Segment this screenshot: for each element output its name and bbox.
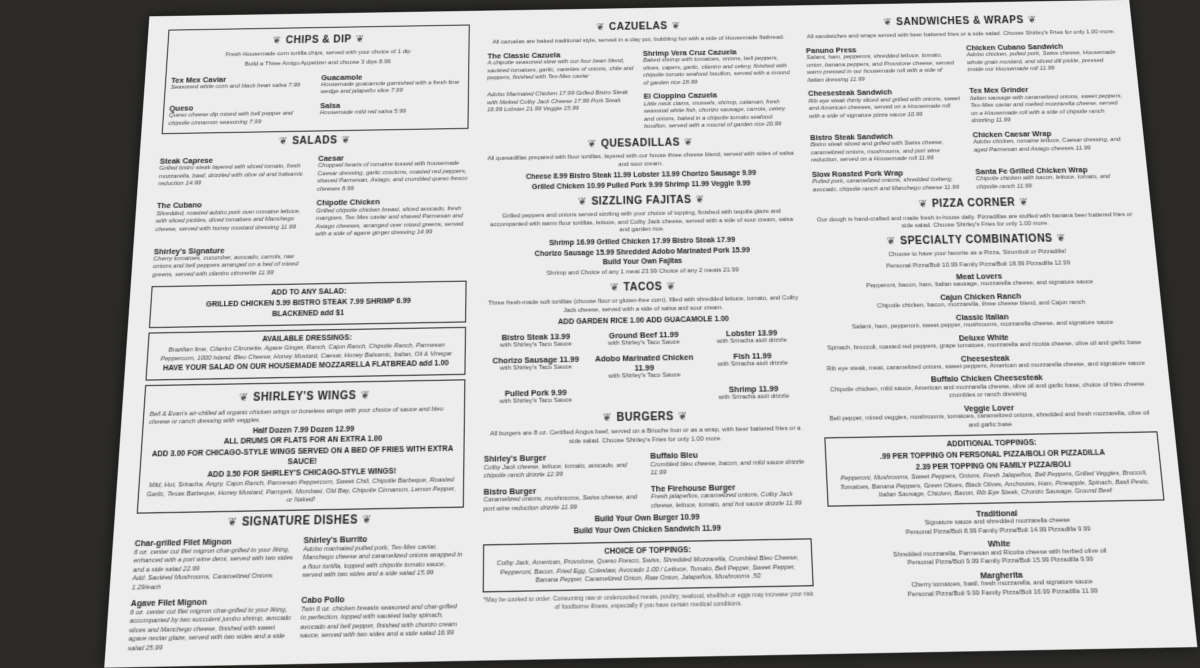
dressings-box: AVAILABLE DRESSINGS: Brazilian lime, Cilantro Citronette, Agave Ginger, Ranch, Cajun Ranch, Chipotle Ranch, Parmesan Peppercorn, 1000 Island, Bleu Cheese, Honey Mustard, Caesar, Honey Balsamic, Italian, Oil & Vinegar HAVE YOUR SALAD ON OUR HOUSEMADE MOZZARELLA FLATBREAD add 1.00	[145, 326, 466, 380]
menu-item: Chorizo Sausage 11.99 with Shirley's Taco Sauce	[492, 353, 580, 373]
menu-item: Tex Mex Grinder Italian sausage with caramelized onions, sweet peppers, Tex-Mex caviar and melted mozzarella cheese, served on a Housemade roll with a side of chipotle ranch drizzling 11.99	[968, 85, 1123, 125]
menu-item: Shirley's Signature Cherry tomatoes, cucumber, avocado, carrots, raw onions and bell peppers arranged on a bed of mixed greens, served with cilantro citronette 11.99	[152, 245, 299, 279]
combos-title: ❦ SPECIALTY COMBINATIONS ❦	[886, 232, 1067, 248]
menu-item: Ground Beef 11.99 with Shirley's Taco Sauce	[607, 329, 680, 348]
menu-item: Salsa Housemade mild red salsa 5.99	[319, 100, 407, 117]
menu-item: Veggie Lover Bell pepper, mixed veggies, mushrooms, tomatoes, caramelized onions, shredded and fresh mozzarella, olive oil and garlic base	[829, 402, 1150, 429]
menu-item: Char-grilled Filet Mignon 6 oz. center cut filet mignon char-grilled to your liking, enhanced with a port wine demi, served with two sides and a side salad 22.99 Add: Sautéed Mushrooms, Caramelized Onions 1.29/each	[131, 536, 293, 592]
wings-title: ❦ SHIRLEY'S WINGS ❦	[238, 389, 371, 405]
chips-dip-intro: Fresh Housemade corn tortilla chips, served with your choice of 1 dip	[225, 48, 411, 58]
menu-item: Buffalo Bleu Crumbled bleu cheese, bacon, and mild sauce drizzle 11.99	[650, 450, 805, 477]
cazuelas-title: ❦ CAZUELAS ❦	[596, 20, 681, 34]
menu-item: Chicken Caesar Wrap Adobo chicken, romaine lettuce, Caesar dressing, and aged Parmesan and Asiago cheeses 11.99	[972, 128, 1121, 154]
menu-item: Bistro Burger Caramelized onions, mushrooms, Swiss cheese, and port wine reduction drizzle 11.99	[483, 485, 637, 513]
menu-item: Santa Fe Grilled Chicken Wrap Chipotle chicken with bacon, lettuce, tomato, and chipotle ranch 11.99	[975, 164, 1111, 191]
add-to-salad-box: ADD TO ANY SALAD: GRILLED CHICKEN 5.99 BISTRO STEAK 7.99 SHRIMP 6.99 BLACKENED add $1	[149, 281, 467, 328]
menu-item: The Cubano Shredded, roasted adobo pork over romaine lettuce, with sliced pickles, diced tomatoes and Manchego cheese, served with honey mustard dressing 11.99	[155, 200, 301, 233]
chips-dip-title: ❦ CHIPS & DIP ❦	[272, 34, 365, 47]
wings-box: ❦ SHIRLEY'S WINGS ❦ Bell & Evan's air-chilled all organic chicken wings or boneless wings with your choice of sauce and bleu cheese or ranch dressing with veggies. Half Dozen 7.99 Dozen 12.99 ALL DRUMS OR FLATS FOR AN EXTRA 1.00 ADD 3.00 FOR CHICAGO-STYLE WINGS SERVED ON A BED OF FRIES WITH EXTRA SAUCE! ADD 3.50 FOR SHIRLEY'S CHICAGO-STYLE WINGS! Mild, Hot, Sriracha, Angry, Cajun Ranch, Parmesan Peppercorn, Sweet Chili, Chipotle Barbeque, Roasted Garlic, Texas Barbeque, Honey Mustard, Parmjerk, Mombasi, Old Bay, Chipotle Cinnamon, Lemon Pepper, or Naked!	[137, 379, 466, 513]
menu-item: Steak Caprese Grilled bistro steak layered with sliced tomato, fresh mozzarella, basil, drizzled with olive oil and balsamic reduction 14.99	[158, 155, 304, 188]
menu-item: Agave Filet Mignon 6 oz. center cut filet mignon char-grilled to your liking, accompanied by two succulent jumbo shrimp, avocado slices and Manchego cheese, finished with sweet agave nectar glaze, served with two sides and a side salad 25.99	[127, 596, 292, 653]
menu-item: Classic Italian Salami, ham, pepperoni, sweet pepper, mushrooms, mozzarella cheese, and signature sauce	[851, 311, 1114, 331]
menu-item: Pulled Pork 9.99 with Shirley's Taco Sauce	[499, 387, 573, 406]
menu-item: Cajun Chicken Ranch Chipotle chicken, bacon, mozzarella, three cheese blend, and Cajun ranch	[877, 290, 1086, 311]
menu-item: Margherita Cherry tomatoes, basil, fresh mozzarella, and signature sauce Personal Pizza/Boli 9.99 Family Pizza/Boli 16.99 Pizzadilla 11.99	[907, 568, 1099, 599]
menu-item: Slow Roasted Pork Wrap Pulled pork, caramelized onions, shredded iceberg, avocado, chipotle ranch and Manchego cheese 11.99	[811, 167, 960, 194]
chips-dip-box	[162, 25, 470, 135]
quesadillas-title: ❦ QUESADILLAS ❦	[587, 136, 694, 150]
menu-item: Shirley's Burrito Adobo marinated pulled pork, Tex-Mex caviar, Manchego cheese and caramelized onions wrapped in a flour tortilla, topped with chipotle tomato sauce, served with two sides and a side salad 15.99	[302, 534, 463, 580]
menu-item: Lobster 13.99 with Sriracha aioli drizzle	[716, 327, 788, 346]
middle-column: ❦ CAZUELAS ❦ All cazuelas are baked traditional style, served in a clay pot, bubbling hot with a side of Housemade flatbread. The Classic Cazuela A chipotle seasoned stew with our four bean blend, sautéed tomatoes, garlic, varieties of onions, chile and peppers, finished with Tex-Mex caviar Shrimp Vera Cruz Cazuela Baked shrimp with tomatoes, onions, bell peppers, olives, capers, garlic, cilantro and celery, finished with chipotle tomato seafood bouillon, served with a mound of garden rice 18.99 Adobo Marinated Chicken 17.99 Grilled Bistro Steak with Melted Colby Jack Cheese 17.99 Pork Steak 16.99 Lobster 21.99 Veggie 15.99 El Cioppino Cazuela Little neck clams, mussels, shrimp, calamari, fresh seasonal white fish, chorizo sausage, carrots, celery and onions, baked in a chipotle tomato seafood bouillon, served with a mound of garden rice 20.99 ❦ QUESADILLAS ❦ All quesadillas prepared with flour tortillas, layered with our house three cheese blend, served with sides of salsa and sour cream. Cheese 8.99 Bistro Steak 11.99 Lobster 13.99 Chorizo Sausage 9.99 Grilled Chicken 10.99 Pulled Pork 9.99 Shrimp 11.99 Veggie 9.99 ❦ SIZZLING FAJITAS ❦ Grilled peppers and onions served sizzling with your choice of topping, finished with tequila glaze and accompanied with warm flour tortillas, lettuce, and Colby Jack cheese, served with a side of sour cream, salsa and garden rice. Shrimp 16.99 Grilled Chicken 17.99 Bistro Steak 17.99 Chorizo Sausage 15.99 Shredded Adobo Marinated Pork 15.99 Build Your Own Fajitas Shrimp and Choice of any 1 meat 23.99 Choice of any 2 meats 21.99 ❦ TACOS ❦ Three fresh-made soft tortillas (choose flour or gluten-free corn), filled with shredded lettuce, tomato, and Colby Jack cheese, served with a side of salsa and sour cream. ADD GARDEN RICE 1.00 ADD GUACAMOLE 1.00 Bistro Steak 13.99 with Shirley's Taco Sauce Ground Beef 11.99 with Shirley's Taco Sauce Lobster 13.99 with Sriracha aioli drizzle Chorizo Sausage 11.99 with Shirley's Taco Sauce Adobo Marinated Chicken 11.99 with Shirley's Taco Sauce Fish 11.99 with Sriracha aioli drizzle Pulled Pork 9.99 with Shirley's Taco Sauce Shrimp 11.99 with Sriracha aioli drizzle ❦ BURGERS ❦ All burgers are 8 oz. Certified Angus beef, served on a Brioche bun or as a wrap, with beer battered fries or a side salad. Choose Shirley's Fries for only 1.00 more. Shirley's Burger Colby Jack cheese, lettuce, tomato, avocado, and chipotle ranch drizzle 12.99 Buffalo Bleu Crumbled bleu cheese, bacon, and mild sauce drizzle 11.99 Bistro Burger Caramelized onions, mushrooms, Swiss cheese, and port wine reduction drizzle 11.99 The Firehouse Burger Fresh jalapeños, caramelized onions, Colby Jack cheese, lettuce, tomato, and hot sauce drizzle 11.99 Build Your Own Burger 10.99 Build Your Own Chicken Sandwich 11.99 CHOICE OF TOPPINGS: Colby Jack, American, Provolone, Queso Fresco, Swiss, Shredded Mozzarella, Crumbled Bleu Cheese, Pepperoni, Bacon, Fried Egg, Coleslaw, Avocado 1.00 / Lettuce, Tomato, Bell Pepper, Sweet Pepper, Banana Pepper, Caramelized Onion, Raw Onion, Jalapeños, Mushrooms .50 *May be cooked to order. Consuming raw or undercooked meats, poultry, seafood, shellfish or eggs may increase your risk of foodborne illness, especially if you have certain medical conditions.	[483, 20, 814, 611]
left-column	[127, 21, 470, 657]
chips-dip-combo: Build a Three Amigo Appetizer and choose 3 dips 8.99	[244, 59, 391, 68]
sandwiches-title: ❦ SANDWICHES & WRAPS ❦	[883, 14, 1038, 29]
burgers-title: ❦ BURGERS ❦	[602, 410, 688, 425]
signature-title: ❦ SIGNATURE DISHES ❦	[227, 513, 373, 530]
salads-title: ❦ SALADS ❦	[278, 135, 351, 148]
menu-item: Traditional Signature sauce and shredded mozzarella cheese Personal Pizza/Boli 8.99 Family Pizza/Boli 14.99 Pizzadilla 9.99	[905, 507, 1091, 537]
menu-item: Bistro Steak Sandwich Bistro steak sliced and grilled with Swiss cheese, caramelized onions, mushrooms, and port wine reduction, served on a Housemade roll 11.99	[809, 131, 944, 164]
menu-item: The Firehouse Burger Fresh jalapeños, caramelized onions, Colby Jack cheese, lettuce, tomato, and hot sauce drizzle 11.99	[650, 481, 802, 510]
menu-item: Cabo Pollo Twin 6 oz. chicken breasts seasoned and char-grilled to perfection, topped with sautéed baby spinach, avocado and bell pepper, finished with chorizo cream sauce, served with two sides and a side salad 16.99	[299, 594, 457, 641]
menu-item: Buffalo Chicken Cheesesteak Chipotle chicken, mild sauce, American and mozzarella cheese, olive oil and garlic base, choice of bleu cheese crumbles or ranch dressing	[829, 372, 1145, 400]
cazuela-options: Adobo Marinated Chicken 17.99 Grilled Bistro Steak with Melted Colby Jack Cheese 17.99 Pork Steak 16.99 Lobster 21.99 Veggie 15.99	[487, 90, 629, 114]
menu-item: Meat Lovers Pepperoni, bacon, ham, Italian sausage, mozzarella cheese, and signature sauce	[866, 271, 1094, 290]
menu-item: Chipotle Chicken Grilled chipotle chicken breast, sliced avocado, fresh mangoes, Tex Mex caviar and shaved Parmesan and Asiago cheeses, arranged over mixed greens, served with a side of agave ginger dressing 14.99	[315, 197, 464, 238]
fajitas-title: ❦ SIZZLING FAJITAS ❦	[578, 194, 705, 208]
menu-item: Panuno Press Salami, ham, pepperoni, shredded lettuce, tomato, onion, banana peppers, and Provolone cheese, served warm pressed in our housemade roll with a side of Italian dressing 11.99	[805, 45, 955, 84]
menu-item: Cheesesteak Rib eye steak, meat, caramelized onions, sweet peppers, American and mozzarella cheese, and signature sauce	[826, 352, 1146, 373]
menu-item: Queso Queso cheese dip mixed with bell pepper and chipotle cinnamon seasoning 7.99	[168, 103, 293, 127]
tacos-title: ❦ TACOS ❦	[610, 280, 676, 294]
menu-item: Adobo Marinated Chicken 11.99 with Shirley's Taco Sauce	[594, 351, 694, 381]
menu-item: Tex Mex Caviar Seasoned white corn and black bean salsa 7.99	[170, 74, 301, 91]
right-column: ❦ SANDWICHES & WRAPS ❦ All sandwiches and wraps served with beer battered fries or a side salad. Choose Shirley's Fries for only 1.00 more. Panuno Press Salami, ham, pepperoni, shredded lettuce, tomato, onion, banana peppers, and Provolone cheese, served warm pressed in our housemade roll with a side of Italian dressing 11.99 Chicken Cubano Sandwich Adobo chicken, pulled pork, Swiss cheese, Housemade whole grain mustard, and sliced dill pickle, pressed inside our Housemade roll 11.99 Cheesesteak Sandwich Rib eye steak thinly sliced and grilled with onions, sweet and American cheeses, served on a Housemade roll with a side of signature pizza sauce 10.99 Tex Mex Grinder Italian sausage with caramelized onions, sweet peppers, Tex-Mex caviar and melted mozzarella cheese, served on a Housemade roll with a side of chipotle ranch drizzling 11.99 Bistro Steak Sandwich Bistro steak sliced and grilled with Swiss cheese, caramelized onions, mushrooms, and port wine reduction, served on a Housemade roll 11.99 Chicken Caesar Wrap Adobo chicken, romaine lettuce, Caesar dressing, and aged Parmesan and Asiago cheeses 11.99 Slow Roasted Pork Wrap Pulled pork, caramelized onions, shredded iceberg, avocado, chipotle ranch and Manchego cheese 11.99 Santa Fe Grilled Chicken Wrap Chipotle chicken with bacon, lettuce, tomato, and chipotle ranch 11.99 ❦ PIZZA CORNER ❦ Our dough is hand-crafted and made fresh in-house daily. Pizzadillas are stuffed with banana beer battered fries or side salad. Choose Shirley's Fries for only 1.00 more. ❦ SPECIALTY COMBINATIONS ❦ Choose to have your favorite as a Pizza, Stromboli or Pizzadilla! Personal Pizza/Boli 10.99 Family Pizza/Boli 18.99 Pizzadilla 12.99 Meat Lovers Pepperoni, bacon, ham, Italian sausage, mozzarella cheese, and signature sauce Cajun Chicken Ranch Chipotle chicken, bacon, mozzarella, three cheese blend, and Cajun ranch Classic Italian Salami, ham, pepperoni, sweet pepper, mushrooms, mozzarella cheese, and signature sauce Deluxe White Spinach, broccoli, roasted red peppers, grape tomatoes, mozzarella and ricotta cheese, olive oil and garlic base Cheesesteak Rib eye steak, meat, caramelized onions, sweet peppers, American and mozzarella cheese, and signature sauce Buffalo Chicken Cheesesteak Chipotle chicken, mild sauce, American and mozzarella cheese, olive oil and garlic base, choice of bleu cheese crumbles or ranch dressing Veggie Lover Bell pepper, mixed veggies, mushrooms, tomatoes, caramelized onions, shredded and fresh mozzarella, olive oil and garlic base ADDITIONAL TOPPINGS: .99 PER TOPPING ON PERSONAL PIZZA/BOLI OR PIZZADILLA 2.39 PER TOPPING ON FAMILY PIZZA/BOLI Pepperoni, Mushrooms, Sweet Peppers, Onions, Fresh Jalapeños, Bell Peppers, Grilled Veggies, Broccoli, Tomatoes, Banana Peppers, Green Olives, Black Olives, Anchovies, Ham, Pineapple, Spinach, Basil Pesto, Italian Sausage, Chicken, Bacon, Rib Eye Steak, Chorizo Sausage, Ground Beef Traditional Signature sauce and shredded mozzarella cheese Personal Pizza/Boli 8.99 Family Pizza/Boli 14.99 Pizzadilla 9.99 White Shredded mozzarella, Parmesan and Ricotta cheese with herbed olive oil Personal Pizza/Boli 9.99 Family Pizza/Boli 15.99 Pizzadilla 9.99 Margherita Cherry tomatoes, basil, fresh mozzarella, and signature sauce Personal Pizza/Boli 9.99 Family Pizza/Boli 16.99 Pizzadilla 11.99	[804, 10, 1174, 604]
additional-toppings-box: ADDITIONAL TOPPINGS: .99 PER TOPPING ON PERSONAL PIZZA/BOLI OR PIZZADILLA 2.39 PER TOPPING ON FAMILY PIZZA/BOLI Pepperoni, Mushrooms, Sweet Peppers, Onions, Fresh Jalapeños, Bell Peppers, Grilled Veggies, Broccoli, Tomatoes, Banana Peppers, Green Olives, Black Olives, Anchovies, Ham, Pineapple, Spinach, Basil Pesto, Italian Sausage, Chicken, Bacon, Rib Eye Steak, Chorizo Sausage, Ground Beef	[824, 431, 1164, 506]
menu-item: White Shredded mozzarella, Parmesan and Ricotta cheese with herbed olive oil Personal Pizza/Boli 9.99 Family Pizza/Boli 15.99 Pizzadilla 9.99	[892, 538, 1107, 568]
menu-item: Fish 11.99 with Sriracha aioli drizzle	[717, 350, 788, 369]
menu-item: Bistro Steak 13.99 with Shirley's Taco Sauce	[499, 331, 572, 350]
menu-item: Guacamole Housemade guacamole garnished with a fresh lime wedge and jalapeño slice 7.99	[320, 72, 460, 96]
menu-item: Cheesesteak Sandwich Rib eye steak thinly sliced and grilled with onions, sweet and American cheeses, served on a Housemade roll with a side of signature pizza sauce 10.99	[807, 87, 961, 120]
menu-item: Shirley's Burger Colby Jack cheese, lettuce, tomato, avocado, and chipotle ranch drizzle 12.99	[483, 452, 628, 480]
menu-item: El Cioppino Cazuela Little neck clams, mussels, shrimp, calamari, fresh seasonal white fish, chorizo sausage, carrots, celery and onions, baked in a chipotle tomato seafood bouillon, served with a mound of garden rice 20.99	[643, 90, 786, 131]
toppings-box: CHOICE OF TOPPINGS: Colby Jack, American, Provolone, Queso Fresco, Swiss, Shredded Mozzarella, Crumbled Bleu Cheese, Pepperoni, Bacon, Fried Egg, Coleslaw, Avocado 1.00 / Lettuce, Tomato, Bell Pepper, Sweet Pepper, Banana Pepper, Caramelized Onion, Raw Onion, Jalapeños, Mushrooms .50	[483, 538, 814, 592]
menu-item: Chicken Cubano Sandwich Adobo chicken, pulled pork, Swiss cheese, Housemade whole grain mustard, and sliced dill pickle, pressed inside our Housemade roll 11.99	[965, 41, 1116, 74]
pizza-title: ❦ PIZZA CORNER ❦	[918, 197, 1030, 211]
menu-sheet	[104, 0, 1197, 668]
menu-item: Shrimp Vera Cruz Cazuela Baked shrimp with tomatoes, onions, bell peppers, olives, capers, garlic, cilantro and celery, finished with chipotle tomato seafood bouillon, served with a mound of garden rice 18.99	[642, 47, 790, 87]
menu-item: Deluxe White Spinach, broccoli, roasted red peppers, grape tomatoes, mozzarella and ricotta cheese, olive oil and garlic base	[827, 331, 1142, 352]
menu-item: Shrimp 11.99 with Sriracha aioli drizzle	[718, 383, 790, 402]
menu-item: Caesar Chopped hearts of romaine tossed with housemade Caesar dressing, garlic croutons, roasted red peppers, shaved Parmesan, Asiago, and crumbled queso fresco cheeses 8.99	[316, 153, 468, 193]
menu-item: The Classic Cazuela A chipotle seasoned stew with our four bean blend, sautéed tomatoes, garlic, varieties of onions, chile and peppers, finished with Tex-Mex caviar	[487, 50, 634, 82]
menu-item	[593, 385, 696, 406]
